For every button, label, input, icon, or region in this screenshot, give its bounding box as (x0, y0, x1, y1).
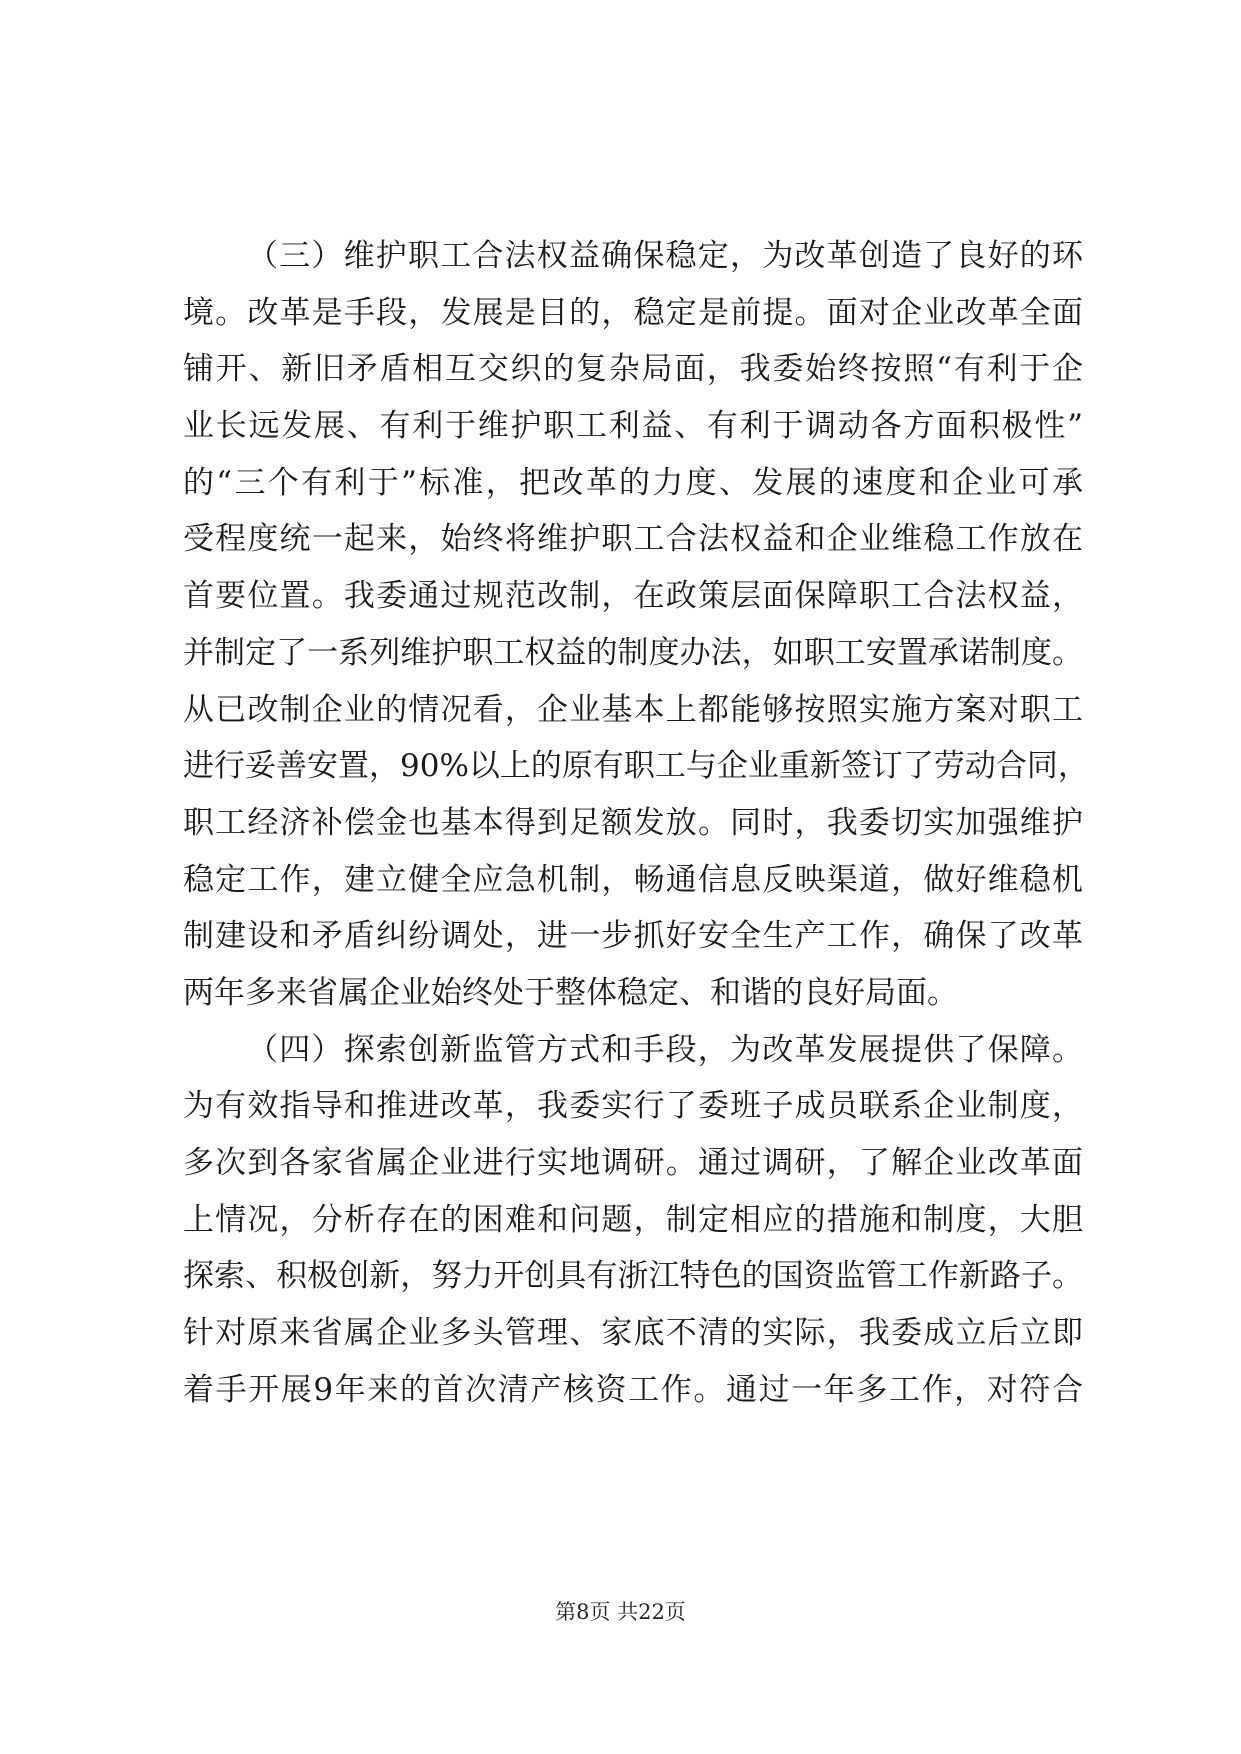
text-line: 多次到各家省属企业进行实地调研。通过调研，了解企业改革面 (183, 1145, 1083, 1181)
text-line: 上情况，分析存在的困难和问题，制定相应的措施和制度，大胆 (183, 1201, 1083, 1238)
text-line: 着手开展9年来的首次清产核资工作。通过一年多工作，对符合 (183, 1371, 1083, 1408)
text-line: 的“三个有利于”标准，把改革的力度、发展的速度和企业可承 (183, 464, 1083, 501)
text-line: 首要位置。我委通过规范改制，在政策层面保障职工合法权益， (183, 578, 1083, 615)
text-line: 制建设和矛盾纠纷调处，进一步抓好安全生产工作，确保了改革 (183, 918, 1083, 955)
text-line: 业长远发展、有利于维护职工利益、有利于调动各方面积极性” (183, 408, 1083, 445)
page-footer: 第8页 共22页 (555, 1600, 686, 1624)
text-line: 受程度统一起来，始终将维护职工合法权益和企业维稳工作放在 (183, 521, 1083, 558)
text-line: （三）维护职工合法权益确保稳定，为改革创造了良好的环 (247, 238, 1083, 274)
body-text (183, 228, 1089, 1418)
text-line: 境。改革是手段，发展是目的，稳定是前提。面对企业改革全面 (183, 294, 1083, 331)
text-line: （四）探索创新监管方式和手段，为改革发展提供了保障。 (247, 1031, 1083, 1068)
text-line: 稳定工作，建立健全应急机制，畅通信息反映渠道，做好维稳机 (183, 861, 1083, 898)
text-line: 为有效指导和推进改革，我委实行了委班子成员联系企业制度， (183, 1088, 1083, 1125)
text-line: 铺开、新旧矛盾相互交织的复杂局面，我委始终按照“有利于企 (183, 351, 1083, 388)
text-line: 从已改制企业的情况看，企业基本上都能够按照实施方案对职工 (183, 691, 1083, 728)
text-line: 进行妥善安置，90%以上的原有职工与企业重新签订了劳动合同， (183, 748, 1089, 785)
text-line: 职工经济补偿金也基本得到足额发放。同时，我委切实加强维护 (183, 804, 1083, 841)
text-line: 两年多来省属企业始终处于整体稳定、和谐的良好局面。 (183, 974, 958, 1011)
text-line: 探索、积极创新，努力开创具有浙江特色的国资监管工作新路子。 (183, 1258, 1083, 1295)
text-line: 并制定了一系列维护职工权益的制度办法，如职工安置承诺制度。 (183, 634, 1083, 671)
text-line: 针对原来省属企业多头管理、家底不清的实际，我委成立后立即 (183, 1315, 1083, 1352)
